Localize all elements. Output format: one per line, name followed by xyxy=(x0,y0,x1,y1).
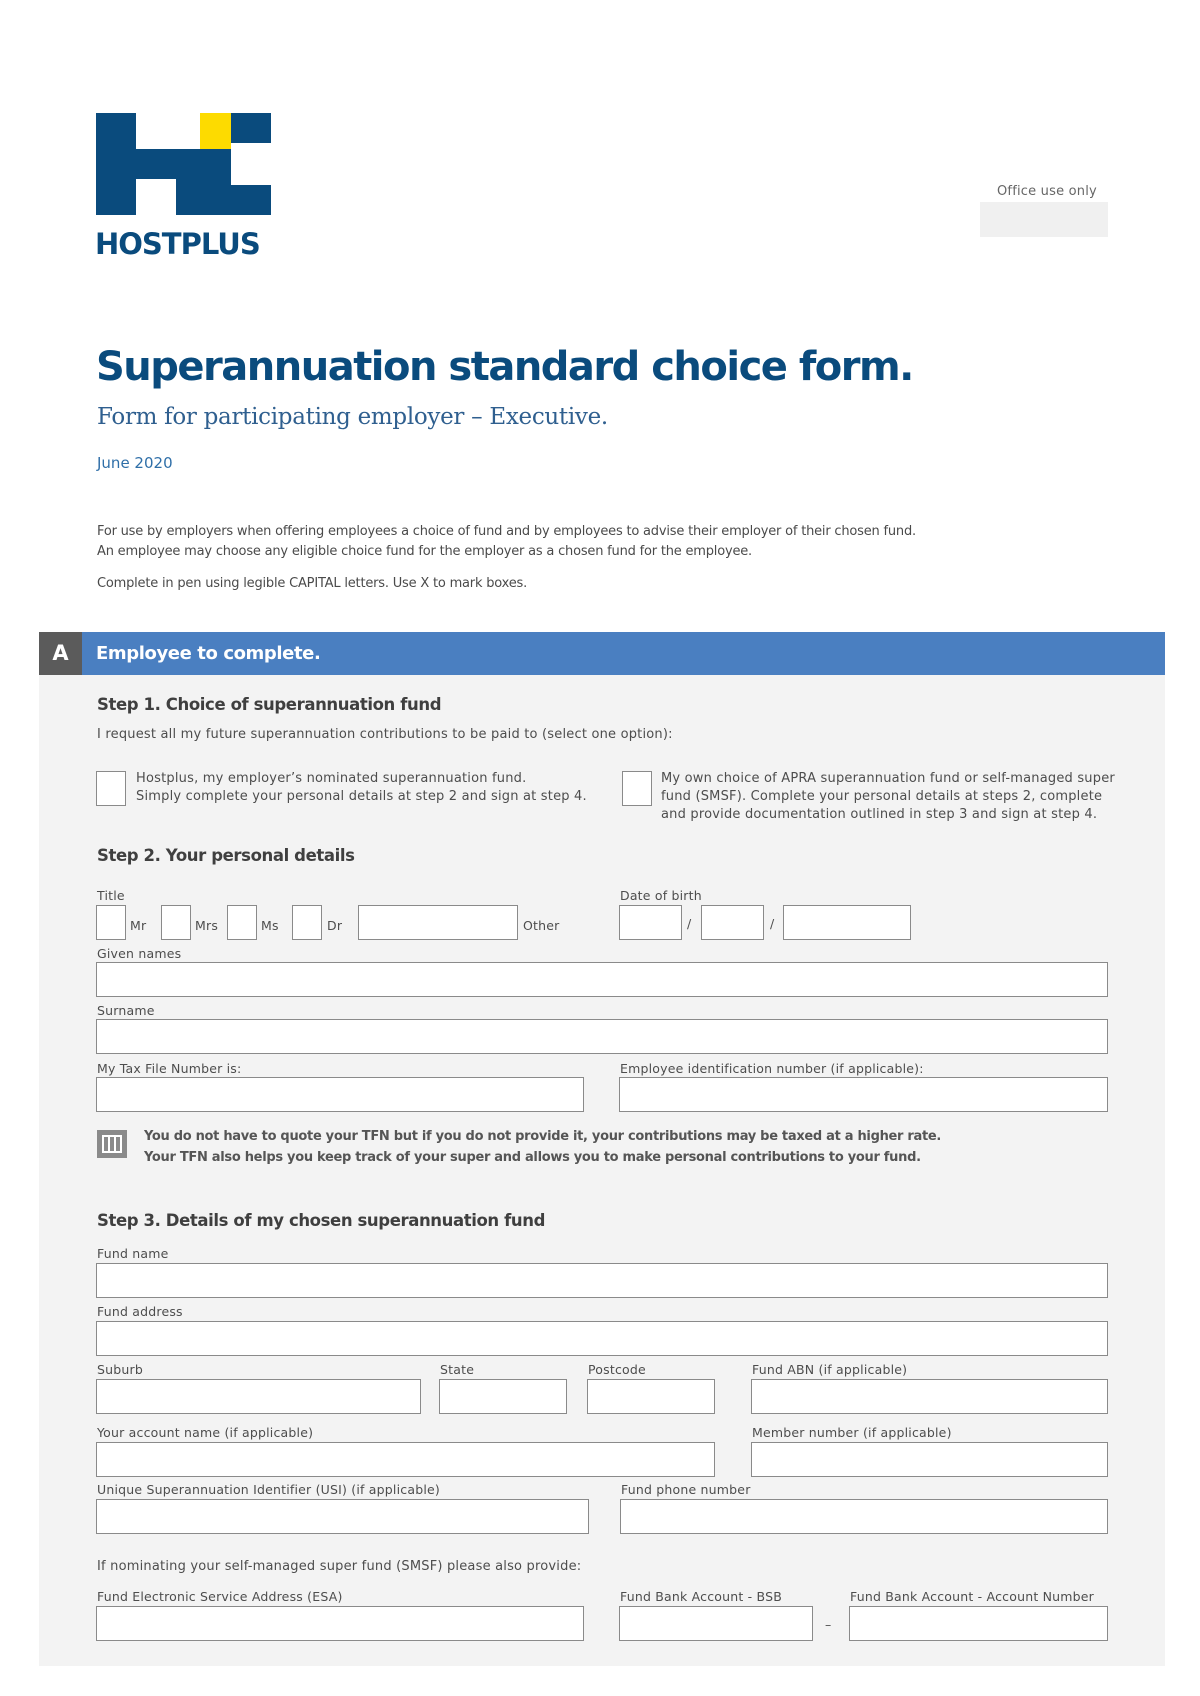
logo-mark-right xyxy=(231,113,271,143)
esa-label: Fund Electronic Service Address (ESA) xyxy=(97,1589,343,1604)
title-ms-label: Ms xyxy=(261,918,279,933)
bsb-separator: – xyxy=(825,1617,832,1632)
fund-address-label: Fund address xyxy=(97,1304,183,1319)
postcode-label: Postcode xyxy=(588,1362,646,1377)
logo-mark-yellow xyxy=(200,113,231,149)
tfn-label: My Tax File Number is: xyxy=(97,1061,242,1076)
dob-separator-1: / xyxy=(687,916,692,931)
fund-phone-input[interactable] xyxy=(620,1499,1108,1534)
option-hostplus-checkbox[interactable] xyxy=(96,771,126,806)
step1-heading: Step 1. Choice of superannuation fund xyxy=(97,695,442,714)
title-mrs-label: Mrs xyxy=(195,918,219,933)
dob-separator-2: / xyxy=(770,916,775,931)
page-title: Superannuation standard choice form. xyxy=(96,344,913,390)
dob-month-input[interactable] xyxy=(701,905,764,940)
fund-address-input[interactable] xyxy=(96,1321,1108,1356)
usi-label: Unique Superannuation Identifier (USI) (if applicable) xyxy=(97,1482,440,1497)
bsb-label: Fund Bank Account - BSB xyxy=(620,1589,783,1604)
employee-id-input[interactable] xyxy=(619,1077,1108,1112)
fund-abn-label: Fund ABN (if applicable) xyxy=(752,1362,908,1377)
title-dr-label: Dr xyxy=(327,918,343,933)
tfn-note-line-2: Your TFN also helps you keep track of your super and allows you to make personal contributions to your fund. xyxy=(144,1150,921,1165)
logo-mark-mid xyxy=(136,149,176,179)
dob-label: Date of birth xyxy=(620,888,702,903)
tfn-input[interactable] xyxy=(96,1077,584,1112)
title-mr-checkbox[interactable] xyxy=(96,905,126,940)
form-date: June 2020 xyxy=(97,454,173,472)
option-own-fund-line-3: and provide documentation outlined in step 3 and sign at step 4. xyxy=(661,807,1098,822)
bsb-input[interactable] xyxy=(619,1606,813,1641)
title-dr-checkbox[interactable] xyxy=(292,905,322,940)
hostplus-logo xyxy=(96,113,271,263)
suburb-label: Suburb xyxy=(97,1362,143,1377)
logo-mark-left xyxy=(96,113,136,215)
fund-name-input[interactable] xyxy=(96,1263,1108,1298)
title-ms-checkbox[interactable] xyxy=(227,905,257,940)
state-input[interactable] xyxy=(439,1379,567,1414)
member-number-input[interactable] xyxy=(751,1442,1108,1477)
intro-line-3: Complete in pen using legible CAPITAL letters. Use X to mark boxes. xyxy=(97,576,528,591)
surname-label: Surname xyxy=(97,1003,155,1018)
page-subtitle: Form for participating employer – Executive. xyxy=(97,404,608,430)
title-mrs-checkbox[interactable] xyxy=(161,905,191,940)
office-use-label: Office use only xyxy=(997,184,1097,199)
intro-line-1: For use by employers when offering employees a choice of fund and by employees to advise their employer of their chosen fund. xyxy=(97,524,916,539)
title-other-label: Other xyxy=(523,918,560,933)
option-own-fund-line-1: My own choice of APRA superannuation fund or self-managed super xyxy=(661,771,1115,786)
suburb-input[interactable] xyxy=(96,1379,421,1414)
option-hostplus-line-2: Simply complete your personal details at step 2 and sign at step 4. xyxy=(136,789,587,804)
option-own-fund-line-2: fund (SMSF). Complete your personal details at steps 2, complete xyxy=(661,789,1103,804)
dob-day-input[interactable] xyxy=(619,905,682,940)
step1-instruction: I request all my future superannuation contributions to be paid to (select one option): xyxy=(97,727,673,742)
tfn-note-line-1: You do not have to quote your TFN but if you do not provide it, your contributions may be taxed at a higher rate. xyxy=(144,1129,942,1144)
title-other-input[interactable] xyxy=(358,905,518,940)
option-hostplus-line-1: Hostplus, my employer’s nominated superannuation fund. xyxy=(136,771,527,786)
title-label: Title xyxy=(97,888,125,903)
account-name-input[interactable] xyxy=(96,1442,715,1477)
account-number-label: Fund Bank Account - Account Number xyxy=(850,1589,1095,1604)
surname-input[interactable] xyxy=(96,1019,1108,1054)
member-number-label: Member number (if applicable) xyxy=(752,1425,952,1440)
intro-line-2: An employee may choose any eligible choice fund for the employer as a chosen fund for the employee. xyxy=(97,544,752,559)
option-own-fund-checkbox[interactable] xyxy=(622,771,652,806)
postcode-input[interactable] xyxy=(587,1379,715,1414)
step3-heading: Step 3. Details of my chosen superannuation fund xyxy=(97,1211,545,1230)
title-mr-label: Mr xyxy=(130,918,147,933)
section-a-title: Employee to complete. xyxy=(96,643,321,664)
given-names-label: Given names xyxy=(97,946,182,961)
state-label: State xyxy=(440,1362,475,1377)
fund-name-label: Fund name xyxy=(97,1246,169,1261)
step2-heading: Step 2. Your personal details xyxy=(97,846,355,865)
account-name-label: Your account name (if applicable) xyxy=(97,1425,314,1440)
esa-input[interactable] xyxy=(96,1606,584,1641)
fund-abn-input[interactable] xyxy=(751,1379,1108,1414)
smsf-note: If nominating your self-managed super fund (SMSF) please also provide: xyxy=(97,1559,582,1574)
fund-phone-label: Fund phone number xyxy=(621,1482,751,1497)
employee-id-label: Employee identification number (if applicable): xyxy=(620,1061,924,1076)
info-icon xyxy=(97,1130,127,1158)
logo-mark-center xyxy=(176,149,231,215)
given-names-input[interactable] xyxy=(96,962,1108,997)
account-number-input[interactable] xyxy=(849,1606,1108,1641)
logo-mark-right-lower xyxy=(231,185,271,215)
section-a-letter: A xyxy=(52,641,69,665)
dob-year-input[interactable] xyxy=(783,905,911,940)
usi-input[interactable] xyxy=(96,1499,589,1534)
office-use-box[interactable] xyxy=(980,202,1108,237)
logo-text: HOSTPLUS xyxy=(95,227,260,261)
